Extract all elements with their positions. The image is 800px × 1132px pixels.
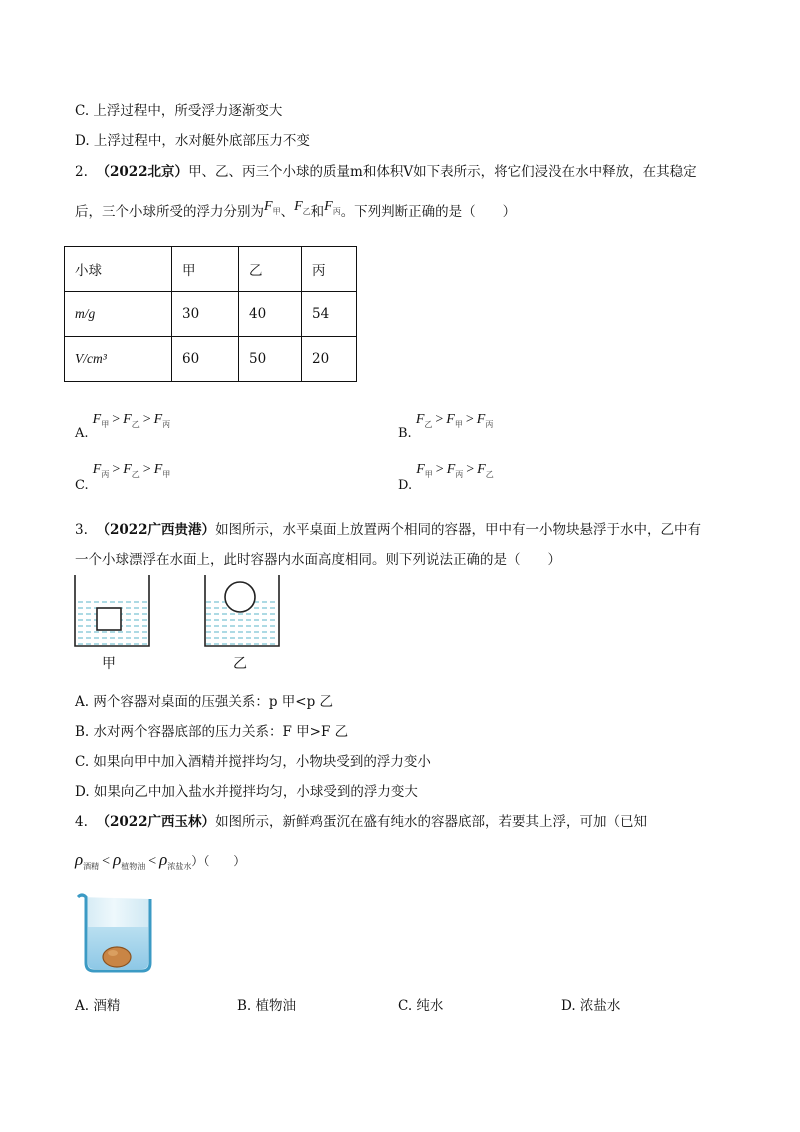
- force-symbol: F: [92, 462, 102, 477]
- sub-yi: 乙: [302, 207, 311, 216]
- q2-option-a: [75, 412, 171, 441]
- sub-jia: 甲: [424, 470, 433, 479]
- table-cell: 40: [239, 292, 302, 337]
- fig-label-yi: 乙: [233, 656, 247, 672]
- force-symbol: F: [446, 412, 455, 427]
- q2-option-b: [398, 412, 494, 441]
- option-label: D.: [398, 478, 413, 493]
- sub-jia: 甲: [101, 420, 110, 429]
- q2-number: 2.: [75, 164, 88, 180]
- q1-option-c: C. 上浮过程中，所受浮力逐渐变大: [75, 103, 283, 119]
- q4-tail: ）（ ）: [191, 854, 246, 868]
- gt-sign: >: [112, 462, 121, 477]
- sub-bing: 丙: [455, 470, 464, 479]
- force-symbol: F: [476, 412, 486, 427]
- sub-yi: 乙: [131, 420, 140, 429]
- option-label: A.: [75, 426, 89, 441]
- gt-sign: >: [466, 462, 475, 477]
- q3-stem-text1: 如图所示，水平桌面上放置两个相同的容器，甲中有一小物块悬浮于水中，乙中有: [215, 522, 702, 538]
- table-cell: 20: [302, 337, 357, 382]
- rho-symbol: ρ: [113, 850, 122, 869]
- q4-stem-text1: 如图所示，新鲜鸡蛋沉在盛有纯水的容器底部，若要其上浮，可加（已知: [215, 814, 648, 830]
- lt-sign: <: [102, 854, 111, 869]
- q2-stem-sep: 、: [280, 204, 295, 220]
- q2-data-table: [64, 246, 357, 382]
- sub-oil: 植物油: [121, 862, 146, 871]
- rho-symbol: ρ: [159, 850, 168, 869]
- table-cell: 30: [172, 292, 239, 337]
- q2-f-bing: [324, 198, 341, 214]
- force-symbol: F: [415, 412, 425, 427]
- fig-label-jia: 甲: [102, 656, 116, 672]
- sub-bing: 丙: [485, 420, 494, 429]
- gt-sign: >: [435, 462, 444, 477]
- q4-option-a: A. 酒精: [75, 998, 121, 1014]
- lt-sign: <: [148, 854, 157, 869]
- q3-source: （2022广西贵港）: [96, 522, 216, 538]
- q2-option-d: [398, 462, 494, 493]
- table-row: [65, 292, 357, 337]
- rho-symbol: ρ: [75, 850, 84, 869]
- q4-source: （2022广西玉林）: [96, 814, 216, 830]
- q2-stem-line1: [75, 160, 697, 180]
- gt-sign: >: [465, 412, 474, 427]
- force-symbol: F: [123, 412, 132, 427]
- force-symbol: F: [446, 462, 456, 477]
- sub-bing: 丙: [162, 420, 171, 429]
- q3-option-b: B. 水对两个容器底部的压力关系：F 甲>F 乙: [75, 724, 349, 740]
- gt-sign: >: [142, 462, 151, 477]
- floating-ball: [225, 582, 255, 612]
- gt-sign: >: [435, 412, 444, 427]
- force-symbol: F: [153, 412, 163, 427]
- q3-option-a: A. 两个容器对桌面的压强关系：p 甲<p 乙: [75, 694, 334, 710]
- q4-number: 4.: [75, 814, 88, 830]
- q2-stem-line2: [75, 200, 516, 221]
- q2-source: （2022北京）: [96, 164, 189, 180]
- q2-stem-text2a: 后，三个小球所受的浮力分别为: [75, 204, 264, 220]
- q2-option-c: [75, 462, 171, 493]
- q3-stem-line2: 一个小球漂浮在水面上，此时容器内水面高度相同。则下列说法正确的是（ ）: [75, 552, 561, 568]
- q2-stem-text1: 甲、乙、丙三个小球的质量m和体积V如下表所示，将它们浸没在水中释放，在其稳定: [188, 164, 697, 180]
- q3-option-c: C. 如果向甲中加入酒精并搅拌均匀，小物块受到的浮力变小: [75, 754, 431, 770]
- table-cell: 小球: [65, 247, 172, 292]
- q2-stem-text2d: 。下列判断正确的是（ ）: [340, 204, 517, 220]
- q4-density-relation: [75, 850, 245, 870]
- sub-alcohol: 酒精: [83, 862, 100, 871]
- container-jia: [75, 575, 149, 646]
- q3-number: 3.: [75, 522, 88, 538]
- force-symbol: F: [416, 462, 425, 477]
- q4-option-d: D. 浓盐水: [561, 998, 621, 1014]
- table-cell: 60: [172, 337, 239, 382]
- egg: [103, 947, 131, 967]
- q4-option-b: B. 植物油: [237, 998, 297, 1014]
- option-label: B.: [398, 426, 412, 441]
- force-symbol: F: [92, 412, 102, 427]
- q4-option-c: C. 纯水: [398, 998, 444, 1014]
- q2-f-yi: [294, 198, 311, 214]
- sub-bing: 丙: [101, 470, 110, 479]
- table-row: [65, 337, 357, 382]
- q1-option-d: D. 上浮过程中，水对艇外底部压力不变: [75, 133, 310, 149]
- option-label: C.: [75, 478, 89, 493]
- q3-containers-figure: [70, 575, 300, 655]
- sub-bing: 丙: [332, 207, 341, 216]
- q2-f-jia: [264, 198, 281, 214]
- table-cell: 甲: [172, 247, 239, 292]
- force-symbol: F: [294, 199, 303, 214]
- sub-yi: 乙: [485, 470, 494, 479]
- table-cell: m/g: [65, 292, 172, 337]
- sub-brine: 浓盐水: [167, 862, 192, 871]
- table-cell: 乙: [239, 247, 302, 292]
- force-symbol: F: [324, 199, 333, 214]
- table-cell: 50: [239, 337, 302, 382]
- sub-jia: 甲: [162, 470, 171, 479]
- q3-option-d: D. 如果向乙中加入盐水并搅拌均匀，小球受到的浮力变大: [75, 784, 418, 800]
- table-cell: 丙: [302, 247, 357, 292]
- floating-block: [97, 608, 121, 630]
- q2-stem-and: 和: [310, 204, 325, 220]
- q4-stem-line1: [75, 810, 647, 830]
- force-symbol: F: [123, 462, 132, 477]
- sub-yi: 乙: [131, 470, 140, 479]
- gt-sign: >: [112, 412, 121, 427]
- sub-yi: 乙: [424, 420, 433, 429]
- sub-jia: 甲: [272, 207, 281, 216]
- gt-sign: >: [142, 412, 151, 427]
- table-cell: 54: [302, 292, 357, 337]
- q3-stem-line1: [75, 518, 701, 538]
- force-symbol: F: [477, 462, 486, 477]
- container-yi: [205, 575, 279, 646]
- table-row: [65, 247, 357, 292]
- force-symbol: F: [264, 199, 273, 214]
- table-cell: V/cm³: [65, 337, 172, 382]
- sub-jia: 甲: [454, 420, 463, 429]
- q4-beaker-figure: [76, 893, 160, 975]
- force-symbol: F: [153, 462, 163, 477]
